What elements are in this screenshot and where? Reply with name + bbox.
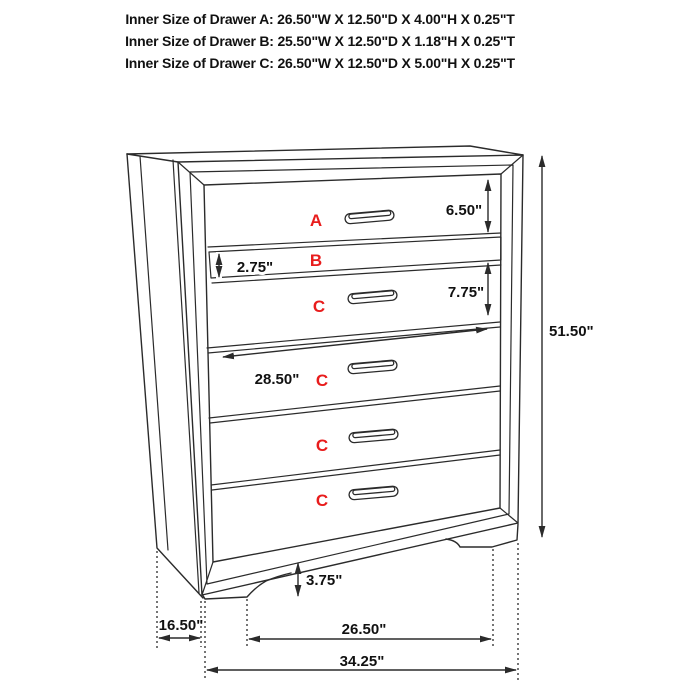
- drawer-letters: [310, 211, 328, 510]
- dim-label-drawer-inner-width: 28.50": [254, 371, 300, 388]
- top-surface: [127, 146, 523, 155]
- drawer-handles: [345, 210, 399, 500]
- dim-label-overall-width: 34.25": [339, 653, 385, 670]
- header-line-drawer-a: Inner Size of Drawer A: 26.50"W X 12.50"D X 4.00"H X 0.25"T: [125, 11, 515, 27]
- drawer-c4-letter: C: [315, 491, 329, 510]
- right-foot: [446, 524, 518, 547]
- dim-label-width-between-feet: 26.50": [341, 621, 387, 638]
- dim-label-side-depth: 16.50": [158, 617, 204, 634]
- drawer-c4-handle: [349, 486, 399, 500]
- header-text: [125, 11, 515, 71]
- dim-label-drawer-b-height: 2.75": [236, 259, 274, 276]
- drawer-c2-letter: C: [315, 371, 329, 390]
- drawer-a-handle: [345, 210, 395, 224]
- drawer-c1-letter: C: [312, 297, 326, 316]
- dim-label-foot-height: 3.75": [306, 572, 343, 589]
- drawer-c2-handle: [348, 360, 398, 374]
- dim-label-overall-height: 51.50": [549, 323, 594, 340]
- dimension-annotations: [159, 156, 594, 670]
- drawer-b-letter: B: [309, 251, 323, 270]
- drawer-c3-handle: [349, 429, 399, 443]
- drawer-c3-letter: C: [315, 436, 329, 455]
- header-line-drawer-b: Inner Size of Drawer B: 25.50"W X 12.50"D X 1.18"H X 0.25"T: [125, 33, 515, 49]
- dim-label-drawer-c-height: 7.75": [447, 284, 485, 301]
- left-foot: [202, 573, 291, 599]
- drawer-a-letter: A: [309, 211, 323, 230]
- dim-label-drawer-a-height: 6.50": [445, 202, 483, 219]
- header-line-drawer-c: Inner Size of Drawer C: 26.50"W X 12.50"D X 5.00"H X 0.25"T: [125, 55, 515, 71]
- drawer-c1-handle: [348, 290, 398, 304]
